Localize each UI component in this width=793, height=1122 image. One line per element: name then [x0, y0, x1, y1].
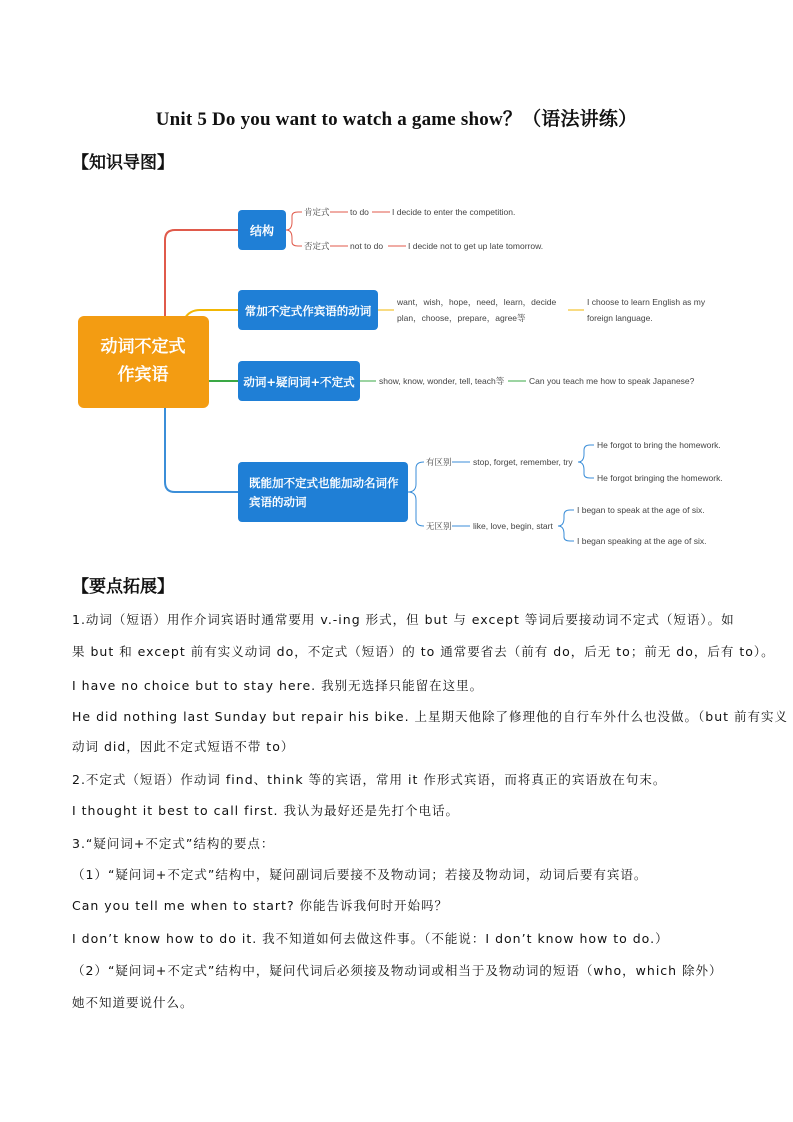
same-example-1: I began to speak at the age of six.	[577, 505, 705, 515]
mindmap-heading: 【知识导图】	[72, 153, 174, 173]
branch-common-verbs-label: 常加不定式作宾语的动词	[244, 304, 372, 318]
point-3: 3.“疑问词+不定式”结构的要点：	[72, 836, 275, 851]
diff-example-1: He forgot to bring the homework.	[597, 440, 721, 450]
page-title: Unit 5 Do you want to watch a game show？（语法讲练）	[155, 109, 638, 130]
example-6: 她不知道要说什么。	[72, 995, 194, 1010]
branch-question-words-label: 动词+疑问词+不定式	[243, 375, 355, 389]
negative-form: not to do	[350, 241, 384, 251]
point-1-line-2: 果 but 和 except 前有实义动词 do，不定式（短语）的 to 通常要省去（前有 do，后无 to；前无 do，后有 to）。	[72, 644, 775, 659]
branch-both-forms-label-1: 既能加不定式也能加动名词作	[249, 476, 399, 490]
common-verbs-line2: plan，choose，prepare，agree等	[397, 313, 526, 323]
affirm-tag: 肯定式	[304, 207, 330, 217]
example-4: Can you tell me when to start? 你能告诉我何时开始吗？	[72, 898, 449, 913]
affirm-form: to do	[350, 207, 369, 217]
example-2-line-2: 动词 did，因此不定式短语不带 to）	[72, 739, 295, 754]
common-verbs-line1: want，wish，hope，need，learn，decide	[397, 297, 557, 307]
point-3-1: （1）“疑问词+不定式”结构中，疑问副词后要接不及物动词；若接及物动词，动词后要有宾语。	[72, 867, 648, 882]
root-label-1: 动词不定式	[100, 337, 186, 357]
affirm-example: I decide to enter the competition.	[392, 207, 516, 217]
example-3: I thought it best to call first. 我认为最好还是先打个电话。	[72, 803, 459, 818]
diff-tag: 有区别	[426, 457, 452, 467]
diff-verbs: stop, forget, remember, try	[473, 457, 573, 467]
branch-structure-label: 结构	[249, 224, 275, 238]
diff-example-2: He forgot bringing the homework.	[597, 473, 723, 483]
same-example-2: I began speaking at the age of six.	[577, 536, 707, 546]
example-2-line-1: He did nothing last Sunday but repair his bike. 上星期天他除了修理他的自行车外什么也没做。（but 前有实义	[72, 709, 789, 724]
point-1-line-1: 1.动词（短语）用作介词宾语时通常要用 v.-ing 形式，但 but 与 except 等词后要接动词不定式（短语）。如	[72, 612, 735, 627]
branch-both-forms-label-2: 宾语的动词	[249, 495, 307, 509]
mind-map-diagram	[0, 0, 793, 560]
branch-both-forms	[238, 462, 408, 522]
connector-branch1	[165, 230, 238, 330]
negative-tag: 否定式	[304, 241, 330, 251]
question-example: Can you teach me how to speak Japanese?	[529, 376, 695, 386]
example-1: I have no choice but to stay here. 我别无选择只能留在这里。	[72, 678, 484, 693]
same-tag: 无区别	[426, 521, 452, 531]
points-heading: 【要点拓展】	[72, 577, 174, 597]
common-example-line2: foreign language.	[587, 313, 653, 323]
point-2: 2.不定式（短语）作动词 find、think 等的宾语，常用 it 作形式宾语，而将真正的宾语放在句末。	[72, 772, 667, 787]
root-label-2: 作宾语	[117, 365, 169, 385]
root-node	[78, 316, 209, 408]
common-example-line1: I choose to learn English as my	[587, 297, 706, 307]
point-3-2: （2）“疑问词+不定式”结构中，疑问代词后必须接及物动词或相当于及物动词的短语（who，which 除外）	[72, 963, 723, 978]
connector-branch4	[165, 408, 238, 492]
question-verbs: show, know, wonder, tell, teach等	[379, 376, 505, 386]
negative-example: I decide not to get up late tomorrow.	[408, 241, 544, 251]
same-verbs: like, love, begin, start	[473, 521, 553, 531]
example-5: I don’t know how to do it. 我不知道如何去做这件事。（不能说：I don’t know how to do.）	[72, 931, 669, 946]
